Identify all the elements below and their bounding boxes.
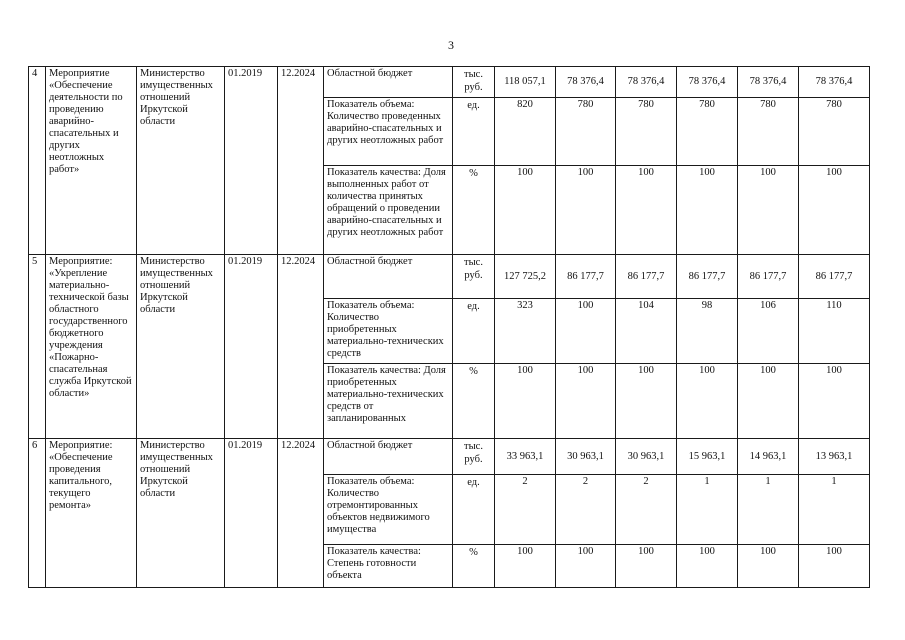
unit: % <box>453 545 495 588</box>
unit: ед. <box>453 299 495 364</box>
unit: % <box>453 166 495 255</box>
year-value: 98 <box>677 299 738 364</box>
year-value: 780 <box>738 98 799 166</box>
year-value: 100 <box>556 364 616 439</box>
year-value: 100 <box>495 364 556 439</box>
year-value: 100 <box>556 166 616 255</box>
indicator-name: Областной бюджет <box>324 67 453 98</box>
year-value: 100 <box>556 545 616 588</box>
year-value: 78 376,4 <box>616 67 677 98</box>
table-row <box>29 255 870 299</box>
year-value: 78 376,4 <box>799 67 870 98</box>
year-value: 33 963,1 <box>495 439 556 475</box>
indicator-name: Показатель качества: Доля приобретенных материально-технических средств от запланированных <box>324 364 453 439</box>
year-value: 86 177,7 <box>616 255 677 299</box>
year-value: 100 <box>677 166 738 255</box>
year-value: 1 <box>738 475 799 545</box>
table-body <box>29 67 870 588</box>
year-value: 780 <box>799 98 870 166</box>
end-date: 12.2024 <box>278 255 324 439</box>
year-value: 2 <box>556 475 616 545</box>
program-table <box>28 66 870 588</box>
start-date: 01.2019 <box>225 439 278 588</box>
year-value: 100 <box>495 545 556 588</box>
indicator-name: Показатель объема: Количество приобретенных материально-технических средств <box>324 299 453 364</box>
year-value: 118 057,1 <box>495 67 556 98</box>
indicator-name: Областной бюджет <box>324 255 453 299</box>
year-value: 86 177,7 <box>556 255 616 299</box>
year-value: 820 <box>495 98 556 166</box>
year-value: 100 <box>738 364 799 439</box>
indicator-name: Областной бюджет <box>324 439 453 475</box>
executor: Министерство имущественных отношений Иркутской области <box>137 439 225 588</box>
year-value: 100 <box>799 166 870 255</box>
row-number: 5 <box>29 255 46 439</box>
executor: Министерство имущественных отношений Иркутской области <box>137 67 225 255</box>
year-value: 780 <box>556 98 616 166</box>
start-date: 01.2019 <box>225 255 278 439</box>
year-value: 2 <box>616 475 677 545</box>
year-value: 780 <box>677 98 738 166</box>
indicator-name: Показатель качества: Доля выполненных работ от количества принятых обращений о проведении аварийно-спасательных и других неотложных работ <box>324 166 453 255</box>
year-value: 1 <box>799 475 870 545</box>
unit: тыс. руб. <box>453 67 495 98</box>
year-value: 323 <box>495 299 556 364</box>
year-value: 14 963,1 <box>738 439 799 475</box>
year-value: 780 <box>616 98 677 166</box>
indicator-name: Показатель качества: Степень готовности объекта <box>324 545 453 588</box>
year-value: 30 963,1 <box>616 439 677 475</box>
year-value: 1 <box>677 475 738 545</box>
year-value: 78 376,4 <box>556 67 616 98</box>
year-value: 100 <box>677 364 738 439</box>
start-date: 01.2019 <box>225 67 278 255</box>
year-value: 104 <box>616 299 677 364</box>
year-value: 86 177,7 <box>738 255 799 299</box>
unit: % <box>453 364 495 439</box>
event-name: Мероприятие: «Укрепление материально-технической базы областного государственного бюджетного учреждения «Пожарно-спасательная служба Иркутской области» <box>46 255 137 439</box>
year-value: 106 <box>738 299 799 364</box>
year-value: 110 <box>799 299 870 364</box>
year-value: 2 <box>495 475 556 545</box>
unit: ед. <box>453 475 495 545</box>
table-row <box>29 67 870 98</box>
year-value: 100 <box>616 166 677 255</box>
year-value: 100 <box>738 166 799 255</box>
year-value: 100 <box>495 166 556 255</box>
row-number: 6 <box>29 439 46 588</box>
year-value: 100 <box>556 299 616 364</box>
year-value: 78 376,4 <box>738 67 799 98</box>
year-value: 30 963,1 <box>556 439 616 475</box>
year-value: 127 725,2 <box>495 255 556 299</box>
year-value: 100 <box>616 545 677 588</box>
executor: Министерство имущественных отношений Иркутской области <box>137 255 225 439</box>
end-date: 12.2024 <box>278 67 324 255</box>
unit: тыс. руб. <box>453 439 495 475</box>
year-value: 100 <box>799 545 870 588</box>
year-value: 13 963,1 <box>799 439 870 475</box>
year-value: 100 <box>677 545 738 588</box>
year-value: 100 <box>738 545 799 588</box>
table-row <box>29 439 870 475</box>
year-value: 100 <box>799 364 870 439</box>
end-date: 12.2024 <box>278 439 324 588</box>
unit: тыс. руб. <box>453 255 495 299</box>
event-name: Мероприятие: «Обеспечение проведения капитального, текущего ремонта» <box>46 439 137 588</box>
year-value: 78 376,4 <box>677 67 738 98</box>
year-value: 86 177,7 <box>677 255 738 299</box>
indicator-name: Показатель объема: Количество проведенных аварийно-спасательных и других неотложных работ <box>324 98 453 166</box>
row-number: 4 <box>29 67 46 255</box>
indicator-name: Показатель объема: Количество отремонтированных объектов недвижимого имущества <box>324 475 453 545</box>
year-value: 15 963,1 <box>677 439 738 475</box>
year-value: 100 <box>616 364 677 439</box>
year-value: 86 177,7 <box>799 255 870 299</box>
event-name: Мероприятие «Обеспечение деятельности по проведению аварийно-спасательных и других неотложных работ» <box>46 67 137 255</box>
unit: ед. <box>453 98 495 166</box>
page-number: 3 <box>448 38 454 52</box>
